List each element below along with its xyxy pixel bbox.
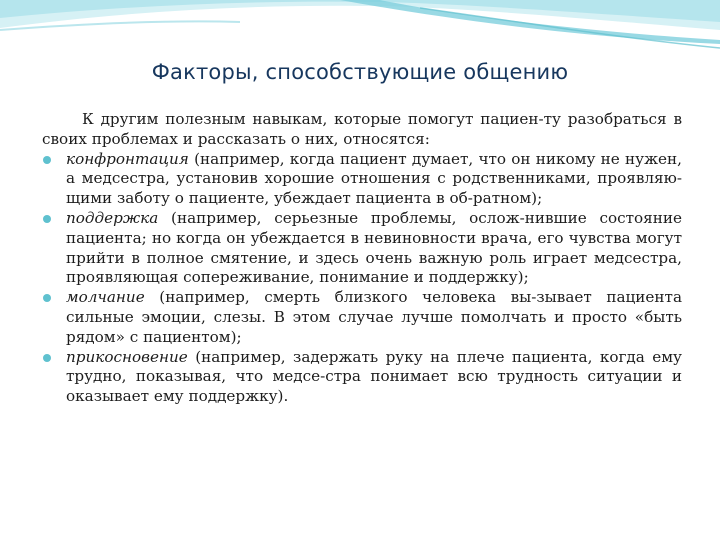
item-term: прикосновение <box>66 347 188 366</box>
slide-title: Факторы, способствующие общению <box>151 60 569 84</box>
list-item <box>42 209 682 288</box>
item-term: поддержка <box>66 208 159 227</box>
slide-body <box>42 110 682 407</box>
bullet-icon <box>43 294 51 302</box>
item-text: (например, серьезные проблемы, ослож-нившие состояние пациента; но когда он убеждается в невиновности врача, его чувства могут прийти в полное смятение, и здесь очень важную роль играет медсестра, проявляющая сопереживание, понимание и поддержку); <box>66 208 682 287</box>
list-item <box>42 288 682 347</box>
bullet-icon <box>43 215 51 223</box>
bullet-icon <box>43 354 51 362</box>
item-term: конфронтация <box>66 149 189 168</box>
item-text: (например, когда пациент думает, что он никому не нужен, а медсестра, установив хорошие отношения с родственниками, проявляю-щими заботу о пациенте, убеждает пациента в об-ратном); <box>66 149 682 208</box>
item-text: (например, смерть близкого человека вы-зывает пациента сильные эмоции, слезы. В этом случае лучше помолчать и просто «быть рядом» с пациентом); <box>66 288 682 346</box>
item-text: (например, задержать руку на плече пациента, когда ему трудно, показывая, что медсе-стра понимает всю трудность ситуации и оказывает ему поддержку). <box>66 347 682 406</box>
list-item <box>42 348 682 407</box>
bullet-icon <box>43 156 51 164</box>
intro-paragraph: К другим полезным навыкам, которые помогут пациен-ту разобраться в своих проблемах и рассказать о них, относятся: <box>42 110 682 148</box>
item-term: молчание <box>66 288 145 307</box>
list-item <box>42 150 682 209</box>
factor-list <box>42 150 682 407</box>
